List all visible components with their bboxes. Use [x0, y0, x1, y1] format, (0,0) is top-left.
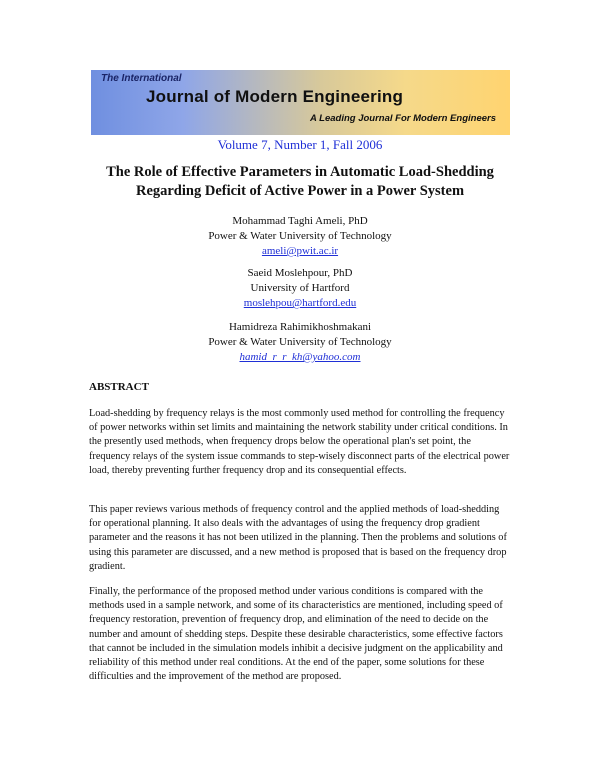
author-block-1 [0, 214, 600, 259]
journal-banner [91, 70, 510, 135]
paper-title [60, 163, 540, 201]
author-name: Mohammad Taghi Ameli, PhD [232, 215, 368, 227]
banner-subtitle: A Leading Journal For Modern Engineers [310, 113, 496, 124]
author-affiliation: University of Hartford [250, 282, 350, 294]
author-email-link[interactable]: moslehpou@hartford.edu [243, 297, 357, 309]
banner-journal-title: Journal of Modern Engineering [146, 87, 404, 106]
author-name: Saeid Moslehpour, PhD [247, 267, 353, 279]
paper-title-line-1: The Role of Effective Parameters in Automatic Load-Shedding [106, 164, 494, 180]
author-name: Hamidreza Rahimikhoshmakani [228, 321, 372, 333]
abstract-paragraph-3: Finally, the performance of the proposed method under various conditions is compared with the methods used in a sample network, and some of its characteristics are mentioned, including speed of frequency restoration, prevention of frequency drop, and elimination of the need to decide on the number and amount of shedding steps. Despite these desirable characteristics, some effective factors that cannot be included in the simulation models inhibit a decisive judgment on the applicability and reliability of this method under real conditions. At the end of the paper, some solutions for these difficulties and the improvement of the method are proposed. [89, 586, 503, 683]
volume-info: Volume 7, Number 1, Fall 2006 [217, 137, 383, 152]
abstract-paragraph-1: Load-shedding by frequency relays is the most commonly used method for controlling the frequency of power networks within set limits and maintaining the network stability under critical conditions. In the presently used methods, when frequency drops below the operational plan's set point, the frequency relays of the system issue commands to step-wisely disconnect parts of the electrical power load, thereby preventing further frequency drop and its consequential effects. [89, 408, 510, 476]
author-email-link[interactable]: hamid_r_r_kh@yahoo.com [239, 351, 361, 363]
abstract-paragraph-2: This paper reviews various methods of frequency control and the applied methods of load-shedding for operational planning. It also deals with the advantages of using the frequency drop gradient parameter and the reasons it has not been utilized in the planning. Then the problems and solutions of using this parameter are discussed, and a new method is proposed that is based on the frequency drop gradient. [89, 504, 507, 572]
banner-top-text: The International [101, 73, 182, 84]
author-affiliation: Power & Water University of Technology [208, 230, 392, 242]
author-block-2 [0, 266, 600, 311]
abstract-heading: ABSTRACT [89, 381, 149, 393]
author-block-3 [0, 320, 600, 365]
paper-title-line-2: Regarding Deficit of Active Power in a Power System [135, 183, 465, 199]
author-email-link[interactable]: ameli@pwit.ac.ir [261, 245, 339, 257]
author-affiliation: Power & Water University of Technology [208, 336, 392, 348]
